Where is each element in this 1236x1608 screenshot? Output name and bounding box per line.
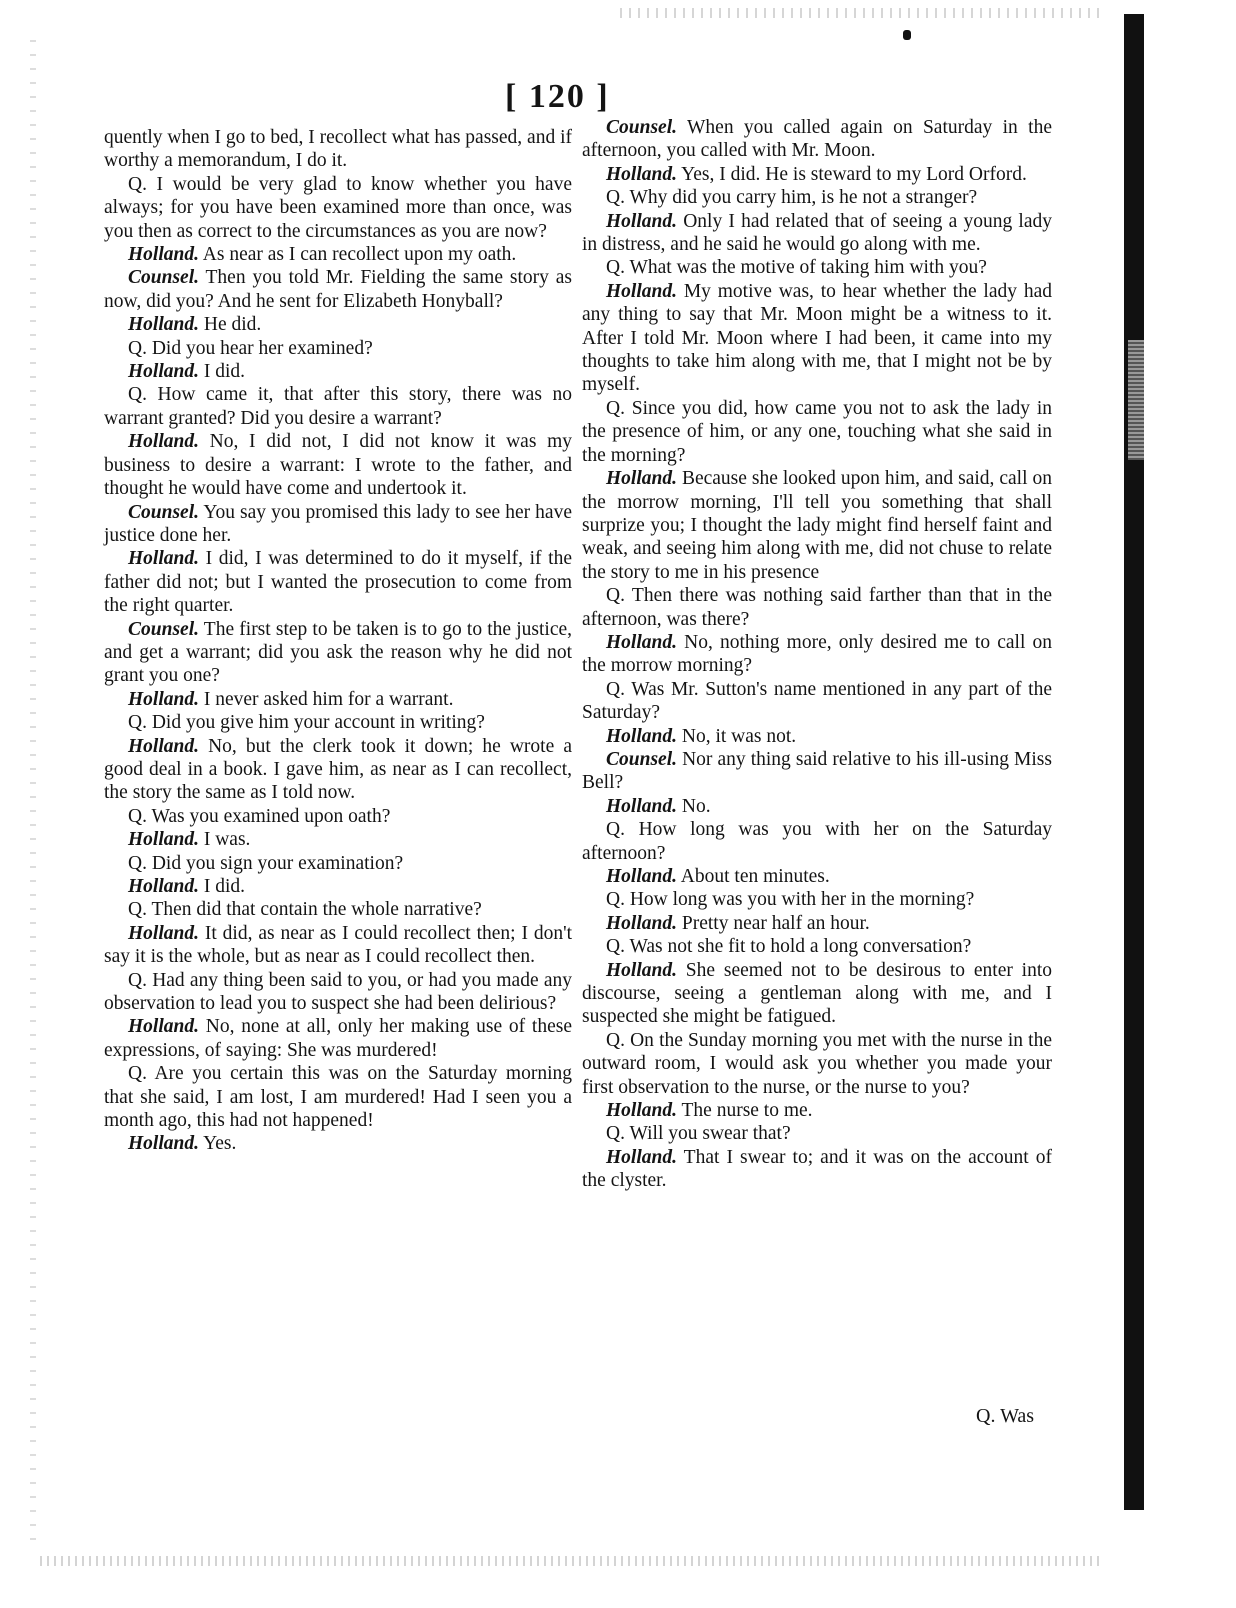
paragraph-text: The first step to be taken is to go to the justice, and get a warrant; did you ask the reason why he did not grant you one?: [104, 618, 572, 687]
paragraph: [104, 969, 572, 1016]
paragraph-text: Yes.: [198, 1133, 237, 1155]
paragraph: [104, 805, 572, 828]
paragraph: [582, 116, 1052, 163]
paragraph: [104, 1062, 572, 1132]
paragraph-text: quently when I go to bed, I recollect what has passed, and if worthy a memorandum, I do it.: [104, 127, 572, 172]
paragraph-text: Q. What was the motive of taking him with you?: [606, 257, 987, 279]
paragraph-text: Q. How long was you with her in the morning?: [606, 889, 975, 911]
paragraph-text: Q. Since you did, how came you not to ask the lady in the presence of him, or any one, touching what she said in the morning?: [582, 397, 1052, 466]
speaker-label: Holland.: [128, 688, 199, 710]
speaker-label: Holland.: [128, 1016, 199, 1038]
paragraph: [582, 935, 1052, 958]
paragraph: [582, 584, 1052, 631]
paragraph-text: Nor any thing said relative to his ill-using Miss Bell?: [582, 748, 1052, 794]
paragraph-text: Q. On the Sunday morning you met with the nurse in the outward room, I would ask you whether you made your first observation to the nurse, or the nurse to you?: [582, 1029, 1052, 1098]
paragraph: [104, 337, 572, 360]
paragraph: [582, 163, 1052, 186]
paragraph: [582, 748, 1052, 795]
paragraph: [104, 735, 572, 805]
paragraph: [582, 888, 1052, 911]
paragraph-text: Q. Did you hear her examined?: [128, 337, 373, 359]
paragraph-text: Q. Did you sign your examination?: [128, 852, 404, 874]
paragraph: [582, 678, 1052, 725]
speaker-label: Holland.: [606, 163, 677, 185]
paragraph-text: Q. Did you give him your account in writing?: [128, 712, 485, 734]
left-column: [104, 126, 572, 1156]
speaker-label: Holland.: [606, 1100, 677, 1122]
speaker-label: Holland.: [128, 922, 199, 944]
speaker-label: Holland.: [128, 876, 199, 897]
paragraph-text: No, it was not.: [676, 725, 797, 747]
paragraph: [582, 912, 1052, 935]
speaker-label: Holland.: [606, 280, 677, 302]
paragraph: [582, 818, 1052, 865]
paragraph-text: No, I did not, I did not know it was my business to desire a warrant: I wrote to the father, and thought he would have come and undertook it.: [104, 431, 572, 500]
paragraph-text: Because she looked upon him, and said, call on the morrow morning, I'll tell you something that shall surprize you; I thought the lady might find herself faint and weak, and seeing him along with me, did not chuse to relate the story to me in his presence: [582, 468, 1052, 583]
paragraph-text: Q. Are you certain this was on the Saturday morning that she said, I am lost, I am murdered! Had I seen you a month ago, this had not happened!: [104, 1063, 572, 1132]
scan-edge-bar: [1124, 14, 1144, 1510]
paragraph: [104, 501, 572, 548]
paragraph-text: Q. Why did you carry him, is he not a stranger?: [606, 187, 978, 209]
speaker-label: Holland.: [128, 1133, 199, 1155]
speaker-label: Holland.: [606, 631, 677, 653]
paragraph: [582, 959, 1052, 1029]
paragraph-text: That I swear to; and it was on the account of the clyster.: [582, 1146, 1052, 1192]
paragraph-text: Q. Then there was nothing said farther than that in the afternoon, was there?: [582, 585, 1052, 630]
paragraph-text: Q. How came it, that after this story, there was no warrant granted? Did you desire a warrant?: [104, 384, 572, 429]
paragraph: [582, 1029, 1052, 1099]
speaker-label: Holland.: [606, 866, 677, 887]
paragraph: [582, 631, 1052, 678]
paragraph-text: Q. Was you examined upon oath?: [128, 805, 391, 827]
paragraph: [104, 852, 572, 875]
paragraph: [582, 280, 1052, 397]
speaker-label: Holland.: [606, 912, 677, 934]
speaker-label: Holland.: [606, 725, 677, 747]
paragraph: [582, 210, 1052, 257]
paragraph: [104, 898, 572, 921]
paragraph: [582, 1122, 1052, 1145]
paragraph: [104, 828, 572, 851]
speaker-label: Holland.: [606, 959, 677, 981]
paragraph: [582, 795, 1052, 818]
paragraph: [582, 256, 1052, 279]
speaker-label: Holland.: [128, 244, 199, 266]
speaker-label: Counsel.: [128, 618, 199, 640]
speaker-label: Holland.: [128, 431, 199, 453]
paragraph: [104, 430, 572, 500]
paragraph-text: Q. Had any thing been said to you, or had you made any observation to lead you to suspect she had been delirious?: [104, 969, 572, 1015]
paragraph: [582, 1099, 1052, 1122]
paragraph-text: No.: [676, 795, 711, 817]
speaker-label: Holland.: [606, 468, 677, 490]
paragraph: [582, 467, 1052, 584]
paragraph: [582, 1146, 1052, 1193]
paragraph-text: I did.: [198, 361, 246, 383]
paragraph-text: You say you promised this lady to see her have justice done her.: [104, 501, 572, 546]
paragraph: [104, 1132, 572, 1155]
paragraph: [104, 266, 572, 313]
speaker-label: Holland.: [606, 795, 677, 817]
ink-spot: [903, 30, 911, 40]
paragraph-text: Q. Then did that contain the whole narrative?: [128, 899, 482, 921]
paragraph: [104, 875, 572, 898]
scan-noise-left: [30, 40, 36, 1540]
catchword: Q. Was: [976, 1405, 1035, 1427]
paragraph: [104, 360, 572, 383]
scan-edge-texture: [1128, 340, 1144, 460]
paragraph-text: When you called again on Saturday in the afternoon, you called with Mr. Moon.: [582, 117, 1052, 162]
speaker-label: Holland.: [128, 735, 199, 757]
speaker-label: Counsel.: [606, 117, 677, 138]
speaker-label: Holland.: [128, 314, 199, 336]
paragraph: [104, 1015, 572, 1062]
speaker-label: Counsel.: [128, 267, 199, 289]
paragraph: [582, 865, 1052, 888]
paragraph-text: I did.: [198, 876, 246, 897]
paragraph: [104, 547, 572, 617]
paragraph-text: No, none at all, only her making use of these expressions, of saying: She was murdered!: [104, 1016, 572, 1061]
paragraph-text: Yes, I did. He is steward to my Lord Orford.: [676, 163, 1027, 185]
paragraph: [104, 618, 572, 688]
paragraph-text: Then you told Mr. Fielding the same story as now, did you? And he sent for Elizabeth Honyball?: [104, 267, 572, 312]
page-number: [ 120 ]: [505, 78, 610, 115]
paragraph-text: My motive was, to hear whether the lady had any thing to say that Mr. Moon might be a witness to it. After I told Mr. Moon where I had been, it came into my thoughts to take him along with me, that I might not be by myself.: [582, 280, 1052, 396]
paragraph-text: As near as I can recollect upon my oath.: [198, 244, 517, 266]
speaker-label: Counsel.: [606, 748, 677, 770]
paragraph-text: No, but the clerk took it down; he wrote a good deal in a book. I gave him, as near as I can recollect, the story the same as I told now.: [104, 735, 572, 804]
paragraph-text: No, nothing more, only desired me to call on the morrow morning?: [582, 631, 1052, 677]
paragraph-text: About ten minutes.: [676, 866, 830, 887]
paragraph-text: Q. I would be very glad to know whether you have always; for you have been examined more than once, was you then as correct to the circumstances as you are now?: [104, 173, 572, 242]
paragraph-text: Pretty near half an hour.: [676, 912, 870, 934]
speaker-label: Holland.: [606, 1146, 677, 1168]
paragraph: [104, 313, 572, 336]
paragraph-text: Only I had related that of seeing a young lady in distress, and he said he would go along with me.: [582, 210, 1052, 256]
paragraph: [104, 922, 572, 969]
paragraph-text: He did.: [198, 314, 262, 336]
paragraph: [104, 243, 572, 266]
paragraph: [104, 711, 572, 734]
paragraph: [582, 186, 1052, 209]
speaker-label: Holland.: [128, 829, 199, 851]
paragraph-text: Q. Was Mr. Sutton's name mentioned in any part of the Saturday?: [582, 678, 1052, 724]
speaker-label: Counsel.: [128, 501, 199, 523]
paragraph-text: I was.: [198, 829, 251, 851]
paragraph: [104, 383, 572, 430]
paragraph-text: She seemed not to be desirous to enter into discourse, seeing a gentleman along with me, and I suspected she might be fatigued.: [582, 959, 1052, 1028]
paragraph-text: It did, as near as I could recollect then; I don't say it is the whole, but as near as I could recollect then.: [104, 922, 572, 968]
paragraph: [104, 126, 572, 173]
speaker-label: Holland.: [606, 210, 677, 232]
scan-noise-top: [620, 8, 1100, 18]
paragraph-text: Q. Was not she fit to hold a long conversation?: [606, 936, 972, 958]
paragraph-text: Q. Will you swear that?: [606, 1123, 791, 1145]
paragraph-text: The nurse to me.: [676, 1100, 813, 1122]
paragraph-text: Q. How long was you with her on the Saturday afternoon?: [582, 819, 1052, 864]
paragraph-text: I never asked him for a warrant.: [198, 688, 454, 710]
paragraph: [582, 397, 1052, 467]
paragraph: [582, 725, 1052, 748]
paragraph: [104, 173, 572, 243]
right-column: [582, 116, 1052, 1193]
paragraph-text: I did, I was determined to do it myself, if the father did not; but I wanted the prosecution to come from the right quarter.: [104, 548, 572, 617]
scan-noise-bottom: [40, 1556, 1100, 1566]
speaker-label: Holland.: [128, 548, 199, 570]
speaker-label: Holland.: [128, 361, 199, 383]
paragraph: [104, 688, 572, 711]
